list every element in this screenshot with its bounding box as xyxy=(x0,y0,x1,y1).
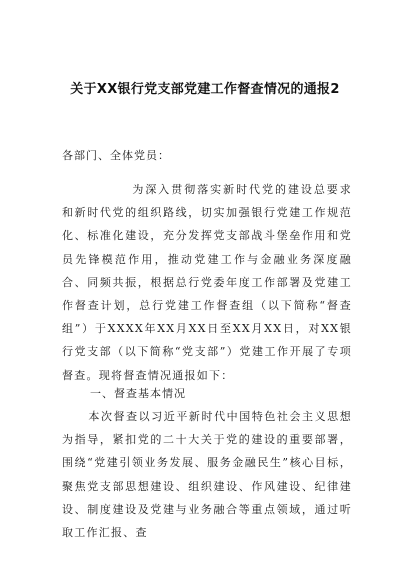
body-paragraph-section1: 本次督查以习近平新时代中国特色社会主义思想为指导，紧扣党的二十大关于党的建设的重要部署，围绕“党建引领业务发展、服务金融民生”核心目标，聚焦党支部思想建设、组织建设、作风建设、纪律建设、制度建设及党建与业务融合等重点领域，通过听取工作汇报、查 xyxy=(62,410,352,540)
salutation: 各部门、全体党员： xyxy=(62,149,170,162)
section-heading: 一、督查基本情况 xyxy=(90,387,186,400)
document-title: 关于XX银行党支部党建工作督查情况的通报2 xyxy=(70,82,340,97)
body-paragraph-intro: 为深入贯彻落实新时代党的建设总要求和新时代党的组织路线，切实加强银行党建工作规范化、标准化建设，充分发挥党支部战斗堡垒作用和党员先锋模范作用，推动党建工作与金融业务深度融合、同频共振，根据总行党委年度工作部署及党建工作督查计划，总行党建工作督查组（以下简称“督查组”）于XXXX年XX月XX日至XX月XX日，对XX银行党支部（以下简称“党支部”）党建工作开展了专项督查。现将督查情况通报如下： xyxy=(62,183,352,382)
